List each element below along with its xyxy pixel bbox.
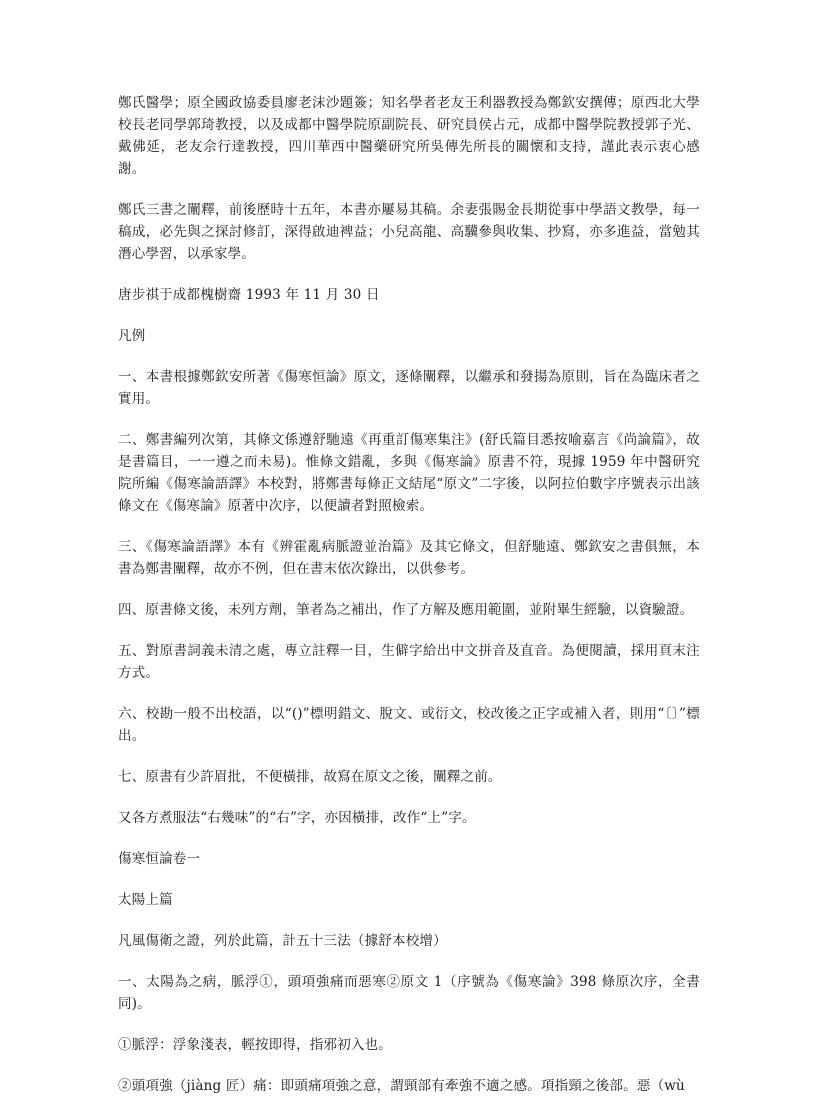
rule-3: 三、《傷寒論語譯》本有《辨霍亂病脈證並治篇》及其它條文，但舒馳遠、鄭欽安之書俱無，本書為鄭書闡釋，故亦不例，但在書末依次錄出，以供參考。 xyxy=(118,539,700,577)
section-heading-fanli: 凡例 xyxy=(118,328,146,344)
note-1: ①脈浮：浮象淺表，輕按即得，指邪初入也。 xyxy=(118,1037,392,1053)
rule-6: 六、校勘一般不出校語，以“()”標明錯文、脫文、或衍文，校改後之正字或補入者，則用“〔〕”標出。 xyxy=(118,706,700,744)
rule-supplement: 又各方煮服法“右幾味”的“右”字，亦因橫排，改作“上”字。 xyxy=(118,810,476,826)
author-signature: 唐步祺于成都槐樹齋 1993 年 11 月 30 日 xyxy=(118,287,380,303)
rule-2: 二、鄭書編列次第，其條文係遵舒馳遠《再重訂傷寒集注》(舒氏篇目悉按喻嘉言《尚論篇》，故是書篇目，一一遵之而未易)。惟條文錯亂，多與《傷寒論》原書不符，現據 1959 年中醫研究院所編《傷寒論語譯》本校對，將鄭書每條正文結尾“原文”二字後，以阿拉伯數字序號表示出該條文在《傷寒論》原著中次序，以便讀者對照檢索。 xyxy=(118,432,700,514)
chapter-title: 太陽上篇 xyxy=(118,892,173,908)
clause-1: 一、太陽為之病，脈浮①，頭項強痛而惡寒②原文 1（序號為《傷寒論》398 條原次序，全書同)。 xyxy=(118,974,700,1012)
acknowledgement-paragraph: 鄭氏醫學；原全國政協委員廖老沫沙題簽；知名學者老友王利器教授為鄭欽安撰傳；原西北大學校長老同學郭琦教授，以及成都中醫學院原副院長、研究員侯占元，成都中醫學院教授郭子光、戴佛延，老友佘行達教授，四川華西中醫藥研究所吳傳先所長的關懷和支持，謹此表示衷心感謝。 xyxy=(118,95,700,177)
rule-4: 四、原書條文後，未列方劑，筆者為之補出，作了方解及應用範圍，並附畢生經驗，以資驗證。 xyxy=(118,602,694,618)
note-2: ②頭項強（jiàng 匠）痛：即頭痛項強之意，謂頸部有牽強不適之感。項指頸之後部。惡（wù xyxy=(118,1078,685,1094)
rule-5: 五、對原書詞義未清之處，專立註釋一目，生僻字給出中文拼音及直音。為便閱讀，採用頁末注方式。 xyxy=(118,643,700,681)
document-page xyxy=(118,92,700,1116)
rule-7: 七、原書有少許眉批，不便橫排，故寫在原文之後，闡釋之前。 xyxy=(118,769,502,785)
chapter-intro: 凡風傷衛之證，列於此篇，計五十三法（據舒本校增） xyxy=(118,933,447,949)
rule-1: 一、本書根據鄭欽安所著《傷寒恒論》原文，逐條闡釋，以繼承和發揚為原則，旨在為臨床者之實用。 xyxy=(118,369,700,407)
family-paragraph: 鄭氏三書之闡釋，前後歷時十五年，本書亦屢易其稿。余妻張賜金長期從事中學語文教學，每一稿成，必先與之探討修訂，深得啟迪裨益；小兒高龍、高驥參與收集、抄寫，亦多進益，當勉其潛心學習，以承家學。 xyxy=(118,202,700,262)
volume-title: 傷寒恒論卷一 xyxy=(118,851,201,867)
